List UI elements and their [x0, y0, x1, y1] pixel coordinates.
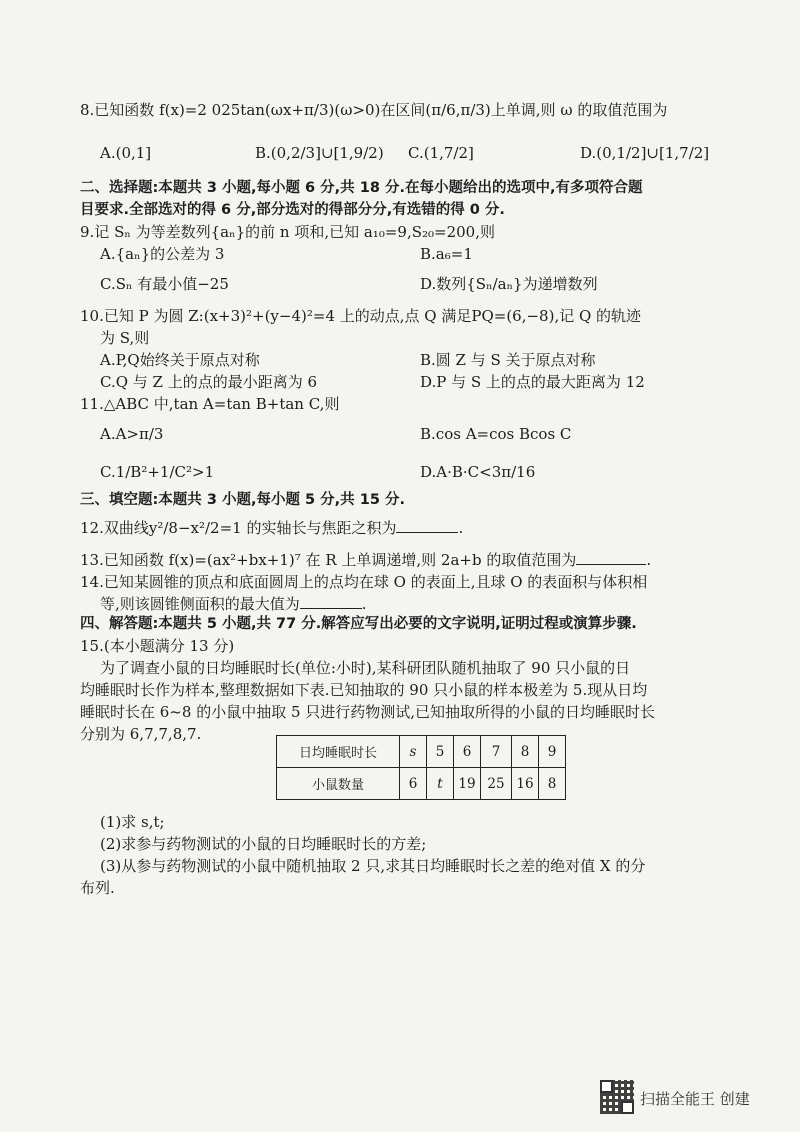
scanner-watermark: 扫描全能王 创建	[640, 1090, 750, 1108]
section4-heading: 四、解答题:本题共 5 小题,共 77 分.解答应写出必要的文字说明,证明过程或演算步骤.	[80, 616, 637, 632]
q8-option-c: C.(1,7/2]	[408, 144, 474, 162]
q10-line2: 为 S,则	[100, 329, 150, 347]
q12-answer-blank[interactable]	[396, 518, 458, 533]
q9-stem: 9.记 Sₙ 为等差数列{aₙ}的前 n 项和,已知 a₁₀=9,S₂₀=200,则	[80, 223, 495, 241]
q13-period: .	[646, 551, 652, 569]
table-cell: t	[427, 768, 454, 800]
q9-option-d: D.数列{Sₙ/aₙ}为递增数列	[420, 275, 598, 293]
q15-header: 15.(本小题满分 13 分)	[80, 637, 235, 655]
q8-option-a: A.(0,1]	[100, 144, 152, 162]
q14-text: 等,则该圆锥侧面积的最大值为	[100, 595, 300, 613]
table-cell: 8	[539, 768, 566, 800]
q10-option-d: D.P 与 S 上的点的最大距离为 12	[420, 373, 645, 391]
q10-option-c: C.Q 与 Z 上的点的最小距离为 6	[100, 373, 318, 391]
q15-paragraph-line2: 均睡眠时长作为样本,整理数据如下表.已知抽取的 90 只小鼠的样本极差为 5.现从日均	[80, 681, 648, 699]
q12-line	[80, 518, 463, 538]
q14-line2	[100, 594, 367, 614]
q15-paragraph-line4: 分别为 6,7,7,8,7.	[80, 725, 202, 743]
q11-option-d: D.A·B·C<3π/16	[420, 463, 536, 481]
section2-line2: 目要求.全部选对的得 6 分,部分选对的得部分分,有选错的得 0 分.	[80, 202, 505, 218]
q15-sub3-line1: (3)从参与药物测试的小鼠中随机抽取 2 只,求其日均睡眠时长之差的绝对值 X 的分	[100, 857, 646, 875]
q13-line	[80, 550, 651, 570]
q14-answer-blank[interactable]	[300, 594, 362, 609]
q10-option-a: A.P,Q始终关于原点对称	[100, 351, 260, 369]
table-cell: s	[400, 736, 427, 768]
sleep-data-table	[276, 735, 566, 800]
q12-period: .	[458, 519, 464, 537]
q10-line1: 10.已知 P 为圆 Z:(x+3)²+(y−4)²=4 上的动点,点 Q 满足PQ=(6,−8),记 Q 的轨迹	[80, 307, 642, 325]
q9-option-a: A.{aₙ}的公差为 3	[100, 245, 225, 263]
q13-text: 13.已知函数 f(x)=(ax²+bx+1)⁷ 在 R 上单调递增,则 2a+b 的取值范围为	[80, 551, 577, 569]
q14-period: .	[361, 595, 367, 613]
table-cell: 6	[454, 736, 481, 768]
q11-option-b: B.cos A=cos Bcos C	[420, 425, 572, 443]
q11-option-c: C.1/B²+1/C²>1	[100, 463, 215, 481]
table-cell: 16	[512, 768, 539, 800]
q15-paragraph-line1: 为了调查小鼠的日均睡眠时长(单位:小时),某科研团队随机抽取了 90 只小鼠的日	[100, 659, 631, 677]
table-row	[277, 736, 566, 768]
q15-sub2: (2)求参与药物测试的小鼠的日均睡眠时长的方差;	[100, 835, 427, 853]
table-cell: 25	[481, 768, 512, 800]
section2-line1: 二、选择题:本题共 3 小题,每小题 6 分,共 18 分.在每小题给出的选项中,有多项符合题	[80, 180, 643, 196]
q11-stem: 11.△ABC 中,tan A=tan B+tan C,则	[80, 395, 340, 413]
table-cell: 19	[454, 768, 481, 800]
qr-code-icon	[600, 1080, 634, 1114]
table-cell: 8	[512, 736, 539, 768]
q14-line1: 14.已知某圆锥的顶点和底面圆周上的点均在球 O 的表面上,且球 O 的表面积与体积相	[80, 573, 648, 591]
q11-option-a: A.A>π/3	[100, 425, 164, 443]
q15-sub1: (1)求 s,t;	[100, 813, 165, 831]
q15-paragraph-line3: 睡眠时长在 6~8 的小鼠中抽取 5 只进行药物测试,已知抽取所得的小鼠的日均睡眠时长	[80, 703, 656, 721]
table-cell: 5	[427, 736, 454, 768]
table-cell: 9	[539, 736, 566, 768]
table-header-sleep-duration: 日均睡眠时长	[277, 736, 400, 768]
table-row	[277, 768, 566, 800]
q8-option-d: D.(0,1/2]∪[1,7/2]	[580, 144, 710, 162]
q13-answer-blank[interactable]	[576, 550, 646, 565]
q8-stem: 8.已知函数 f(x)=2 025tan(ωx+π/3)(ω>0)在区间(π/6,π/3)上单调,则 ω 的取值范围为	[80, 101, 668, 119]
table-header-mouse-count: 小鼠数量	[277, 768, 400, 800]
q12-text: 12.双曲线y²/8−x²/2=1 的实轴长与焦距之积为	[80, 519, 397, 537]
q8-option-b: B.(0,2/3]∪[1,9/2)	[255, 144, 384, 162]
table-cell: 7	[481, 736, 512, 768]
q10-option-b: B.圆 Z 与 S 关于原点对称	[420, 351, 596, 369]
q9-option-c: C.Sₙ 有最小值−25	[100, 275, 229, 293]
q15-sub3-line2: 布列.	[80, 879, 115, 897]
section3-heading: 三、填空题:本题共 3 小题,每小题 5 分,共 15 分.	[80, 492, 405, 508]
table-cell: 6	[400, 768, 427, 800]
q9-option-b: B.a₆=1	[420, 245, 473, 263]
